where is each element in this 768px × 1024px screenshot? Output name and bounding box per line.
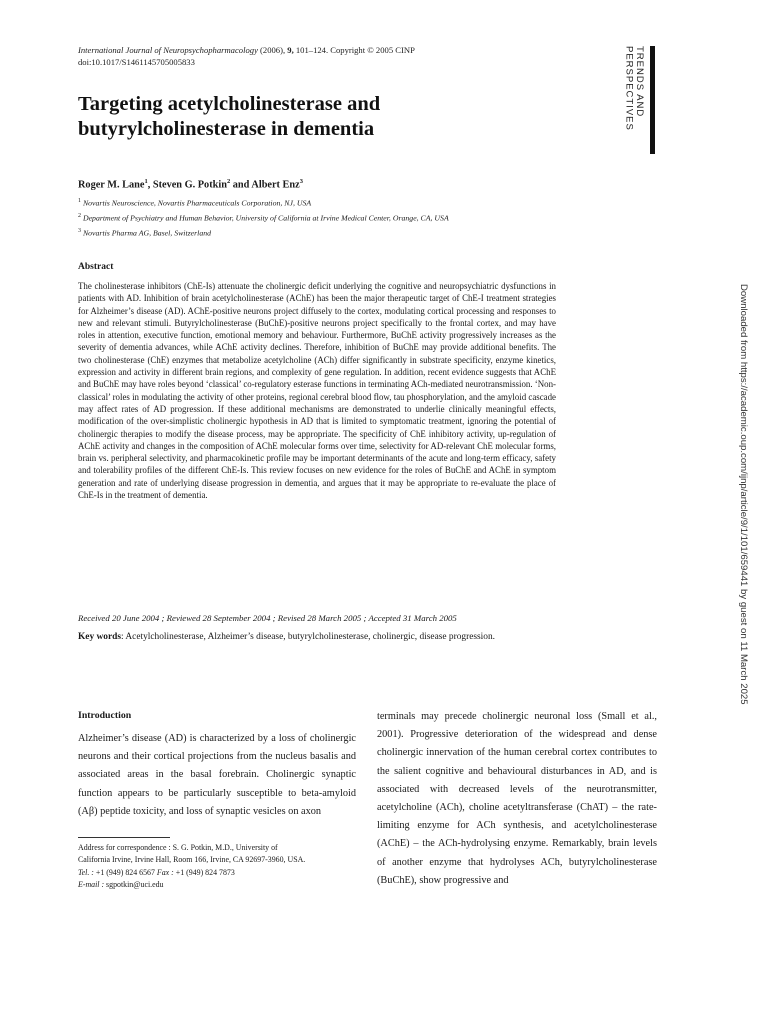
affiliation-text: Department of Psychiatry and Human Behavior, University of California at Irvine Medical Center, Orange, CA, USA [82, 213, 449, 223]
affiliation [78, 210, 618, 225]
author-name: Roger M. Lane [78, 179, 145, 191]
correspondence-line: Address for correspondence : S. G. Potkin, M.D., University of [78, 843, 278, 852]
correspondence-line: California Irvine, Irvine Hall, Room 166, Irvine, CA 92697-3960, USA. [78, 855, 306, 865]
journal-citation [78, 45, 518, 68]
author-separator: , [147, 179, 153, 191]
tel-number: +1 (949) 824 6567 [93, 867, 157, 877]
affiliation-text: Novartis Neuroscience, Novartis Pharmaceuticals Corporation, NJ, USA [82, 198, 312, 208]
keywords [78, 631, 556, 644]
article-history: Received 20 June 2004 ; Reviewed 28 September 2004 ; Revised 28 March 2005 ; Accepted 31 March 2005 [78, 613, 457, 623]
journal-name: International Journal of Neuropsychopharmacology [78, 45, 258, 55]
email-address[interactable]: sgpotkin@uci.edu [104, 879, 164, 889]
section-tag: TRENDS AND PERSPECTIVES [623, 46, 645, 131]
email-label: E-mail : [78, 879, 105, 889]
article-title: Targeting acetylcholinesterase and butyrylcholinesterase in dementia [78, 93, 381, 140]
author-list [78, 178, 578, 190]
correspondence-footnote [78, 842, 363, 891]
abstract-heading: Abstract [78, 262, 114, 272]
keywords-label: Key words [78, 632, 121, 642]
keywords-text: : Acetylcholinesterase, Alzheimer’s disease, butyrylcholinesterase, cholinergic, disease progression. [120, 632, 495, 642]
author-name: Albert Enz [251, 179, 300, 191]
section-tag-bar [650, 46, 655, 154]
journal-pages: 101–124. Copyright © 2005 CINP [295, 45, 415, 55]
tel-label: Tel. : [78, 867, 94, 877]
affiliation-number: 1 [78, 198, 81, 204]
author-separator: and [230, 179, 252, 191]
correspondence-phone [78, 867, 363, 879]
author-affil-mark: 3 [299, 178, 303, 185]
fax-number: +1 (949) 824 7873 [173, 867, 235, 877]
body-text-right-column: terminals may precede cholinergic neuronal loss (Small et al., 2001). Progressive deterioration of the widespread and dense cholinergic innervation of the human cerebral cortex contributes to the salient cognitive and behavioural disturbances in AD, and is associated with decreased levels of the neurotransmitter, acetylcholine (ACh), choline acetyltransferase (ChAT) – the rate-limiting enzyme for ACh synthesis, and acetylcholinesterase (AChE) – the ACh-hydrolysing enzyme. Remarkably, brain levels of another enzyme that hydrolyses ACh, butyrylcholinesterase (BuChE), show progressive and [377, 711, 657, 886]
author-name: Steven G. Potkin [152, 179, 227, 191]
affiliation-text: Novartis Pharma AG, Basel, Switzerland [82, 228, 212, 238]
section-heading-introduction: Introduction [78, 710, 132, 721]
author-affil-mark: 1 [144, 178, 148, 185]
correspondence-email [78, 879, 363, 891]
body-text-left-column: Alzheimer’s disease (AD) is characterized by a loss of cholinergic neurons and their cortical projections from the nucleus basalis and associated areas in the basal forebrain. Cholinergic synaptic function appears to be particularly susceptible to beta-amyloid (Aβ) peptide toxicity, and loss of synaptic vesicles on axon [78, 733, 356, 817]
journal-volume: 9, [287, 45, 294, 55]
download-watermark: Downloaded from https://academic.oup.com/ijnp/article/9/1/101/659441 by guest on 11 March 2025 [738, 284, 749, 705]
affiliation [78, 195, 618, 210]
affiliation-list [78, 195, 618, 240]
author-affil-mark: 2 [226, 178, 231, 185]
affiliation [78, 225, 618, 240]
fax-label: Fax : [156, 867, 174, 877]
affiliation-number: 3 [78, 227, 81, 234]
journal-year: (2006), [260, 45, 286, 55]
footnote-divider [78, 837, 170, 838]
doi: doi:10.1017/S1461145705005833 [78, 56, 195, 67]
affiliation-number: 2 [78, 212, 81, 219]
abstract-text: The cholinesterase inhibitors (ChE-Is) attenuate the cholinergic deficit underlying the cognitive and neuropsychiatric dysfunctions in patients with AD. Inhibition of brain acetylcholinesterase (AChE) has been the major therapeutic target of ChE-I treatment strategies for Alzheimer’s disease (AD). AChE-positive neurons project diffusely to the cortex, modulating cortical processing and responses to new and relevant stimuli. Butyrylcholinesterase (BuChE)-positive neurons project specifically to the frontal cortex, and may have roles in attention, executive function, emotional memory and behaviour. Furthermore, BuChE activity progressively increases as the severity of dementia advances, while AChE activity declines. Therefore, inhibition of BuChE may provide additional benefits. The two cholinesterase (ChE) enzymes that metabolize acetylcholine (ACh) differ significantly in substrate specificity, enzyme kinetics, expression and activity in different brain regions, and complexity of gene regulation. In addition, recent evidence suggests that AChE and BuChE may have roles beyond ‘classical’ co-regulatory esterase functions in terminating ACh-mediated neurotransmission. ‘Non-classical’ roles in modulating the activity of other proteins, regional cerebral blood flow, tau phosphorylation, and the amyloid cascade may affect rates of AD progression. If these additional mechanisms are demonstrated to underlie clinically meaningful effects, modification of the over-simplistic cholinergic hypothesis in AD that is limited to symptomatic treatment, ignoring the potential of cholinergic therapies to modify the disease process, may be appropriate. The specificity of ChE inhibitory activity, up-regulation of AChE activity and changes in the composition of AChE molecular forms over time, selectivity for AD-relevant ChE molecular forms, brain vs. peripheral selectivity, and pharmacokinetic profile may be important determinants of the acute and long-term efficacy, safety and tolerability profiles of the different ChE-Is. This review focuses on new evidence for the roles of BuChE and AChE in symptom generation and rate of underlying disease progression in dementia, and argues that it may be appropriate to re-evaluate the place of ChE-Is in the treatment of dementia. [78, 281, 556, 501]
